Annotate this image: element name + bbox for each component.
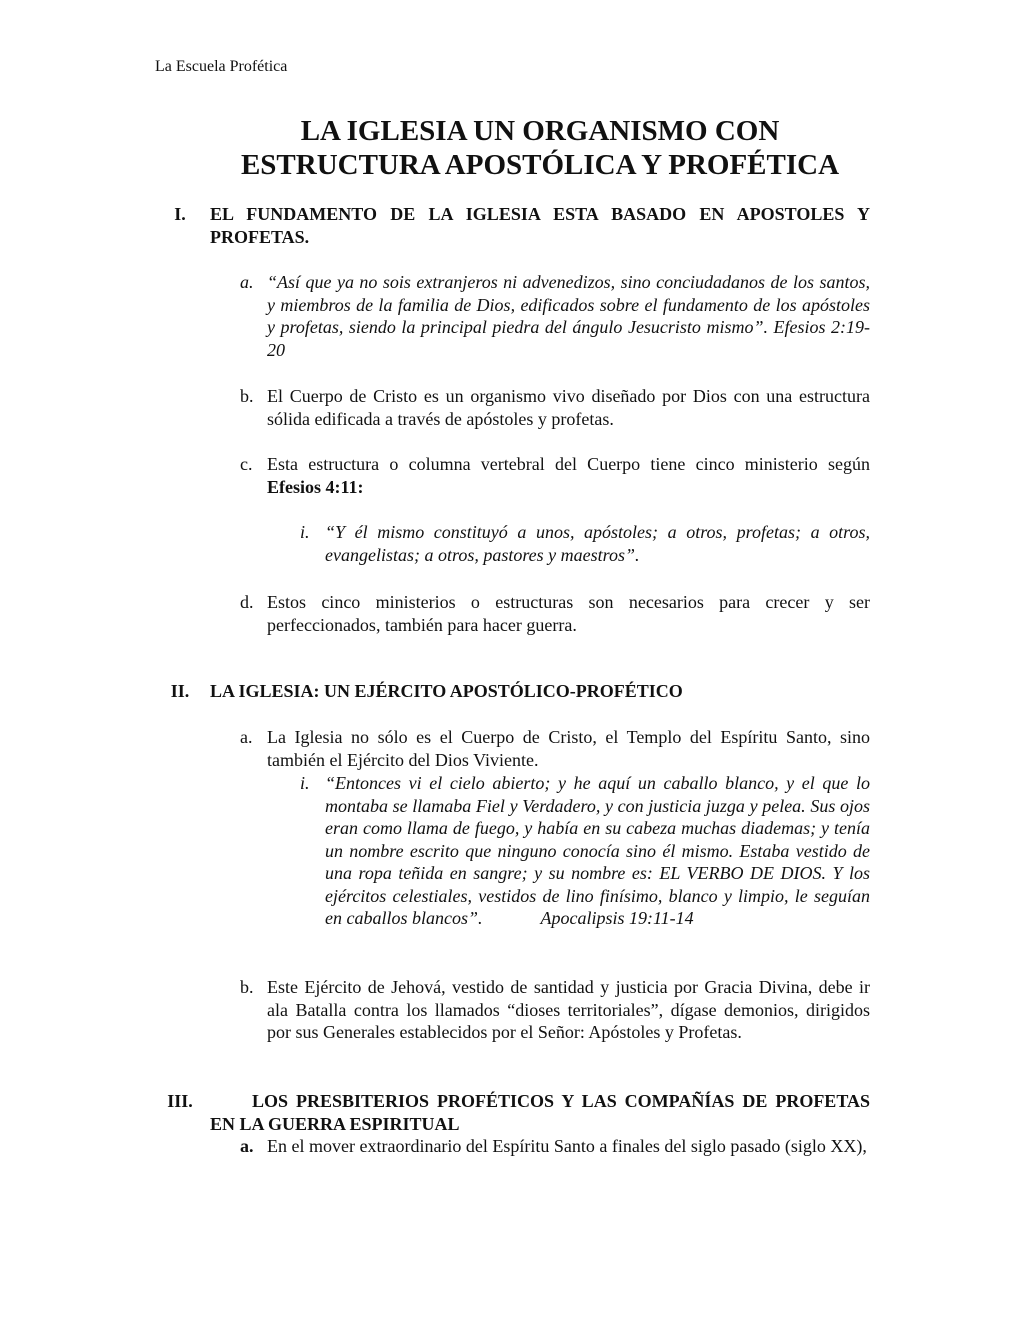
sub-marker: i. (300, 773, 310, 793)
sub-text: “Y él mismo constituyó a unos, apóstoles; a otros, profetas; a otros, evangelistas; a otros, pastores y maestros”. (325, 522, 870, 565)
sub-item-1c-i (300, 521, 870, 566)
list-item-2a (240, 726, 870, 771)
section-1-heading (150, 203, 870, 248)
item-marker: d. (240, 592, 254, 612)
section-title: LA IGLESIA: UN EJÉRCITO APOSTÓLICO-PROFÉTICO (210, 681, 683, 701)
item-marker: a. (240, 727, 253, 747)
scripture-reference: Apocalipsis 19:11-14 (540, 908, 694, 928)
list-item-2b (240, 976, 870, 1044)
item-text: El Cuerpo de Cristo es un organismo vivo diseñado por Dios con una estructura sólida edificada a través de apóstoles y profetas. (267, 386, 870, 429)
list-item-3a (240, 1135, 870, 1158)
item-text: Este Ejército de Jehová, vestido de santidad y justicia por Gracia Divina, debe ir ala Batalla contra los llamados “dioses territoriales”, dígase demonios, dirigidos por sus Generales establecidos por el Señor: Apóstoles y Profetas. (267, 977, 870, 1042)
item-text: “Así que ya no sois extranjeros ni advenedizos, sino conciudadanos de los santos, y miembros de la familia de Dios, edificados sobre el fundamento de los apóstoles y profetas, siendo la principal piedra del ángulo Jesucristo mismo”. Efesios 2:19-20 (267, 272, 870, 360)
page-title (200, 114, 880, 182)
scripture-reference: Efesios 4:11: (267, 476, 364, 497)
running-header: La Escuela Profética (155, 58, 288, 75)
title-line-2: ESTRUCTURA APOSTÓLICA Y PROFÉTICA (240, 149, 840, 181)
item-marker: a. (240, 272, 254, 292)
item-marker: a. (240, 1136, 254, 1156)
section-numeral: I. (174, 204, 186, 224)
item-text (267, 453, 870, 498)
item-marker: c. (240, 454, 253, 474)
item-text: En el mover extraordinario del Espíritu Santo a finales del siglo pasado (siglo XX), (267, 1136, 867, 1156)
item-marker: b. (240, 977, 254, 997)
sub-text (325, 772, 870, 930)
section-numeral: III. (167, 1091, 193, 1111)
section-title: LOS PRESBITERIOS PROFÉTICOS Y LAS COMPAÑÍAS DE PROFETAS EN LA GUERRA ESPIRITUAL (210, 1091, 870, 1134)
title-line-1: LA IGLESIA UN ORGANISMO CON (300, 115, 780, 147)
list-item-1c (240, 453, 870, 498)
item-text: La Iglesia no sólo es el Cuerpo de Cristo, el Templo del Espíritu Santo, sino también el Ejército del Dios Viviente. (267, 727, 870, 770)
sub-item-2a-i (300, 772, 870, 930)
list-item-1d (240, 591, 870, 636)
item-text-body: Esta estructura o columna vertebral del Cuerpo tiene cinco ministerio según (267, 454, 870, 474)
sub-text-body: “Entonces vi el cielo abierto; y he aquí un caballo blanco, y el que lo montaba se llamaba Fiel y Verdadero, y con justicia juzga y pelea. Sus ojos eran como llama de fuego, y había en su cabeza muchas diademas; y tenía un nombre escrito que ninguno conocía sino él mismo. Estaba vestido de una ropa teñida en sangre; y su nombre es: EL VERBO DE DIOS. Y los ejércitos celestiales, vestidos de lino finísimo, blanco y limpio, le seguían en caballos blancos”. (325, 773, 870, 928)
section-numeral: II. (170, 681, 190, 701)
item-text: Estos cinco ministerios o estructuras son necesarios para crecer y ser perfeccionados, también para hacer guerra. (267, 592, 870, 635)
sub-marker: i. (300, 522, 310, 542)
item-marker: b. (240, 386, 254, 406)
list-item-1a (240, 271, 870, 361)
section-2-heading (150, 680, 870, 703)
list-item-1b (240, 385, 870, 430)
section-3-heading (150, 1090, 870, 1135)
section-title: EL FUNDAMENTO DE LA IGLESIA ESTA BASADO EN APOSTOLES Y PROFETAS. (210, 204, 870, 247)
